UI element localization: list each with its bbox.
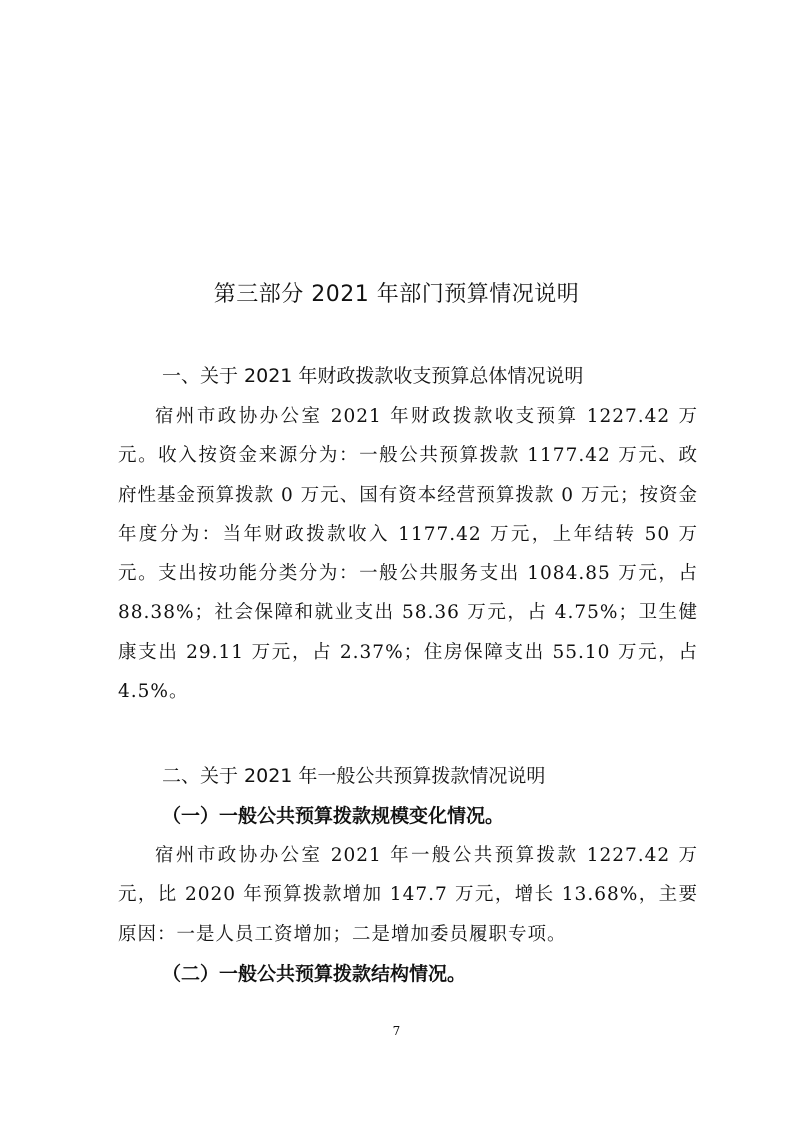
subsection-1-paragraph: 宿州市政协办公室 2021 年一般公共预算拨款 1227.42 万元，比 2020 年预算拨款增加 147.7 万元，增长 13.68%，主要原因：一是人员工资增加；二是增加委员履职专项。 xyxy=(118,845,698,945)
section-1-heading: 一、关于 2021 年财政拨款收支预算总体情况说明 xyxy=(162,365,584,387)
page-title: 第三部分 2021 年部门预算情况说明 xyxy=(213,282,580,307)
subsection-2-heading: （二）一般公共预算拨款结构情况。 xyxy=(162,963,467,985)
section-1-paragraph: 宿州市政协办公室 2021 年财政拨款收支预算 1227.42 万元。收入按资金来源分为：一般公共预算拨款 1177.42 万元、政府性基金预算拨款 0 万元、国有资本经营预算拨款 0 万元；按资金年度分为：当年财政拨款收入 1177.42 万元，上年结转 50 万元。支出按功能分类分为：一般公共服务支出 1084.85 万元，占 88.38%；社会保障和就业支出 58.36 万元，占 4.75%；卫生健康支出 29.11 万元，占 2.37%；住房保障支出 55.10 万元，占 4.5%。 xyxy=(118,406,698,703)
page-number: 7 xyxy=(392,1024,401,1038)
subsection-1-heading: （一）一般公共预算拨款规模变化情况。 xyxy=(162,805,505,827)
section-2-heading: 二、关于 2021 年一般公共预算拨款情况说明 xyxy=(162,765,546,787)
